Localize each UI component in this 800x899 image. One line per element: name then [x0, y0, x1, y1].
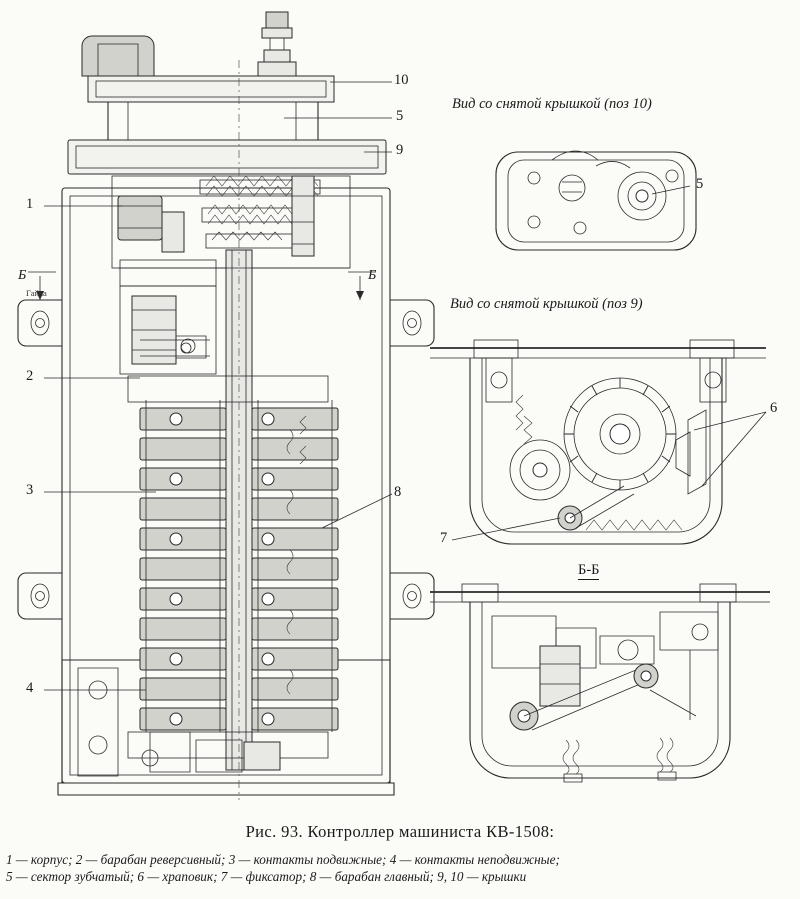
callout-1: 1 — [26, 196, 34, 212]
figure-caption — [0, 822, 800, 842]
callout-2: 2 — [26, 368, 34, 384]
view-cover-10-removed — [496, 151, 696, 250]
figure-title: Контроллер машиниста КВ-1508: — [307, 822, 555, 841]
legend-line-1: 1 — корпус; 2 — барабан реверсивный; 3 — контакты подвижные; 4 — контакты неподвижные; — [6, 852, 560, 867]
callout-7-view9: 7 — [440, 530, 448, 546]
section-caption-text: Б-Б — [578, 562, 600, 578]
figure-legend — [6, 852, 796, 885]
callout-8: 8 — [394, 484, 402, 500]
section-mark-left: Б — [18, 268, 27, 283]
callout-10: 10 — [394, 72, 409, 88]
callout-9: 9 — [396, 142, 404, 158]
section-bb-view — [430, 584, 770, 782]
view-caption-cover-9: Вид со снятой крышкой (поз 9) — [450, 296, 643, 312]
callout-3: 3 — [26, 482, 34, 498]
figure-caption-text — [246, 822, 555, 841]
callout-5-view10: 5 — [696, 176, 704, 192]
section-caption-bb — [578, 562, 599, 579]
callout-5-main: 5 — [396, 108, 404, 124]
main-assembly-view — [18, 12, 434, 800]
view-cover-9-removed — [430, 340, 766, 544]
callout-6-view9: 6 — [770, 400, 778, 416]
view-caption-cover-10: Вид со снятой крышкой (поз 10) — [452, 96, 652, 112]
figure-number: Рис. 93. — [245, 822, 303, 841]
section-mark-note: Гайка — [26, 288, 47, 298]
callout-4: 4 — [26, 680, 34, 696]
section-mark-right: Б — [368, 268, 377, 283]
legend-line-2: 5 — сектор зубчатый; 6 — храповик; 7 — фиксатор; 8 — барабан главный; 9, 10 — крышки — [6, 868, 527, 884]
